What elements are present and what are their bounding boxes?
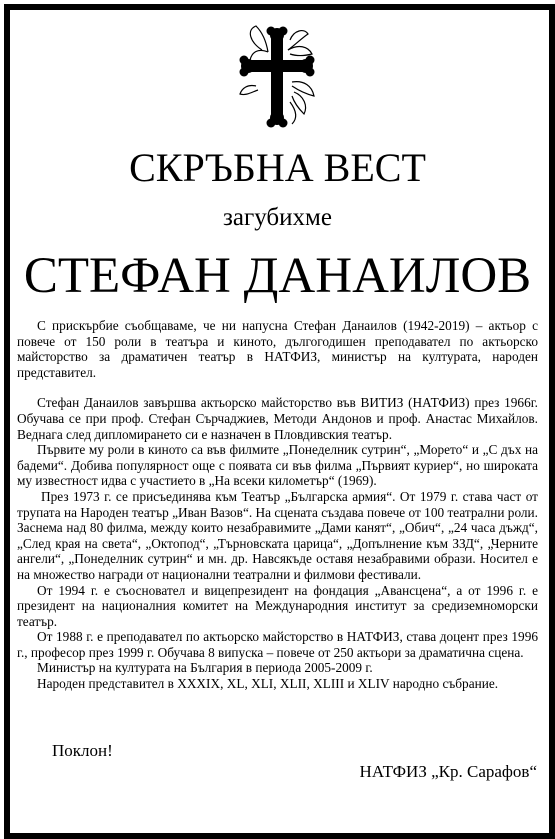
cross-with-lilies-icon <box>232 22 322 134</box>
paragraph-minister: Министър на културата на България в периода 2005-2009 г. <box>37 660 373 676</box>
deceased-name: СТЕФАН ДАНАИЛОВ <box>23 248 532 304</box>
paragraph-education: Стефан Данаилов завършва актьорско майсторство във ВИТИЗ (НАТФИЗ) през 1966г. Обучава се при проф. Стефан Сърчаджиев, Методи Андонов и проф. Анастас Михайлов. Веднага след дипломирането си е назначен в Пловдивския театър. <box>17 395 538 442</box>
obituary-body <box>17 318 538 692</box>
paragraph-intro: С прискърбие съобщаваме, че ни напусна Стефан Данаилов (1942-2019) – актьор с повече от 150 роли в театъра и киното, дългогодишен преподавател по актьорско майсторство за драматичен театър в НАТФИЗ, министър на културата, народен представител. <box>17 318 538 380</box>
paragraph-first-roles: Първите му роли в киното са във филмите „Понеделник сутрин“, „Морето“ и „С дъх на бадеми“. Добива популярност още с появата си във филма „Първият куриер“, но широката му известност идва с участието в „На всеки километър“ (1969). <box>17 442 538 489</box>
page-subtitle: загубихме <box>223 204 332 231</box>
paragraph-career: През 1973 г. се присъединява към Театър „Българска армия“. От 1979 г. става част от трупата на Народен театър „Иван Вазов“. На сцената създава повече от 100 театрални роли. Заснема над 80 филма, между които незабравимите „Дами канят“, „Обич“, „24 часа дъжд“, „След края на света“, „Октопод“, „Търновската царица“, „Допълнение към ЗЗД“, „Черните ангели“, „Понеделник сутрин“ и мн. др. Навсякъде оставя незабравими образи. Носител е на множество награди от национални театрални и филмови фестивали. <box>17 488 538 582</box>
paragraph-foundation: От 1994 г. е съосновател и вицепрезидент на фондация „Авансцена“, а от 1996 г. е президент на националния комитет на Международния институт за средиземноморски театър. <box>17 582 538 629</box>
paragraph-teaching: От 1988 г. е преподавател по актьорско майсторство в НАТФИЗ, става доцент през 1996 г., професор през 1999 г. Обучава 8 випуска – повече от 250 актьори за драматична сцена. <box>17 629 538 660</box>
closing-text: Поклон! <box>52 741 113 760</box>
paragraph-parliament: Народен представител в XXXIX, XL, XLI, XLII, XLIII и XLIV народно събрание. <box>37 676 499 692</box>
page-title: СКРЪБНА ВЕСТ <box>129 145 426 190</box>
signature: НАТФИЗ „Кр. Сарафов“ <box>359 762 537 781</box>
